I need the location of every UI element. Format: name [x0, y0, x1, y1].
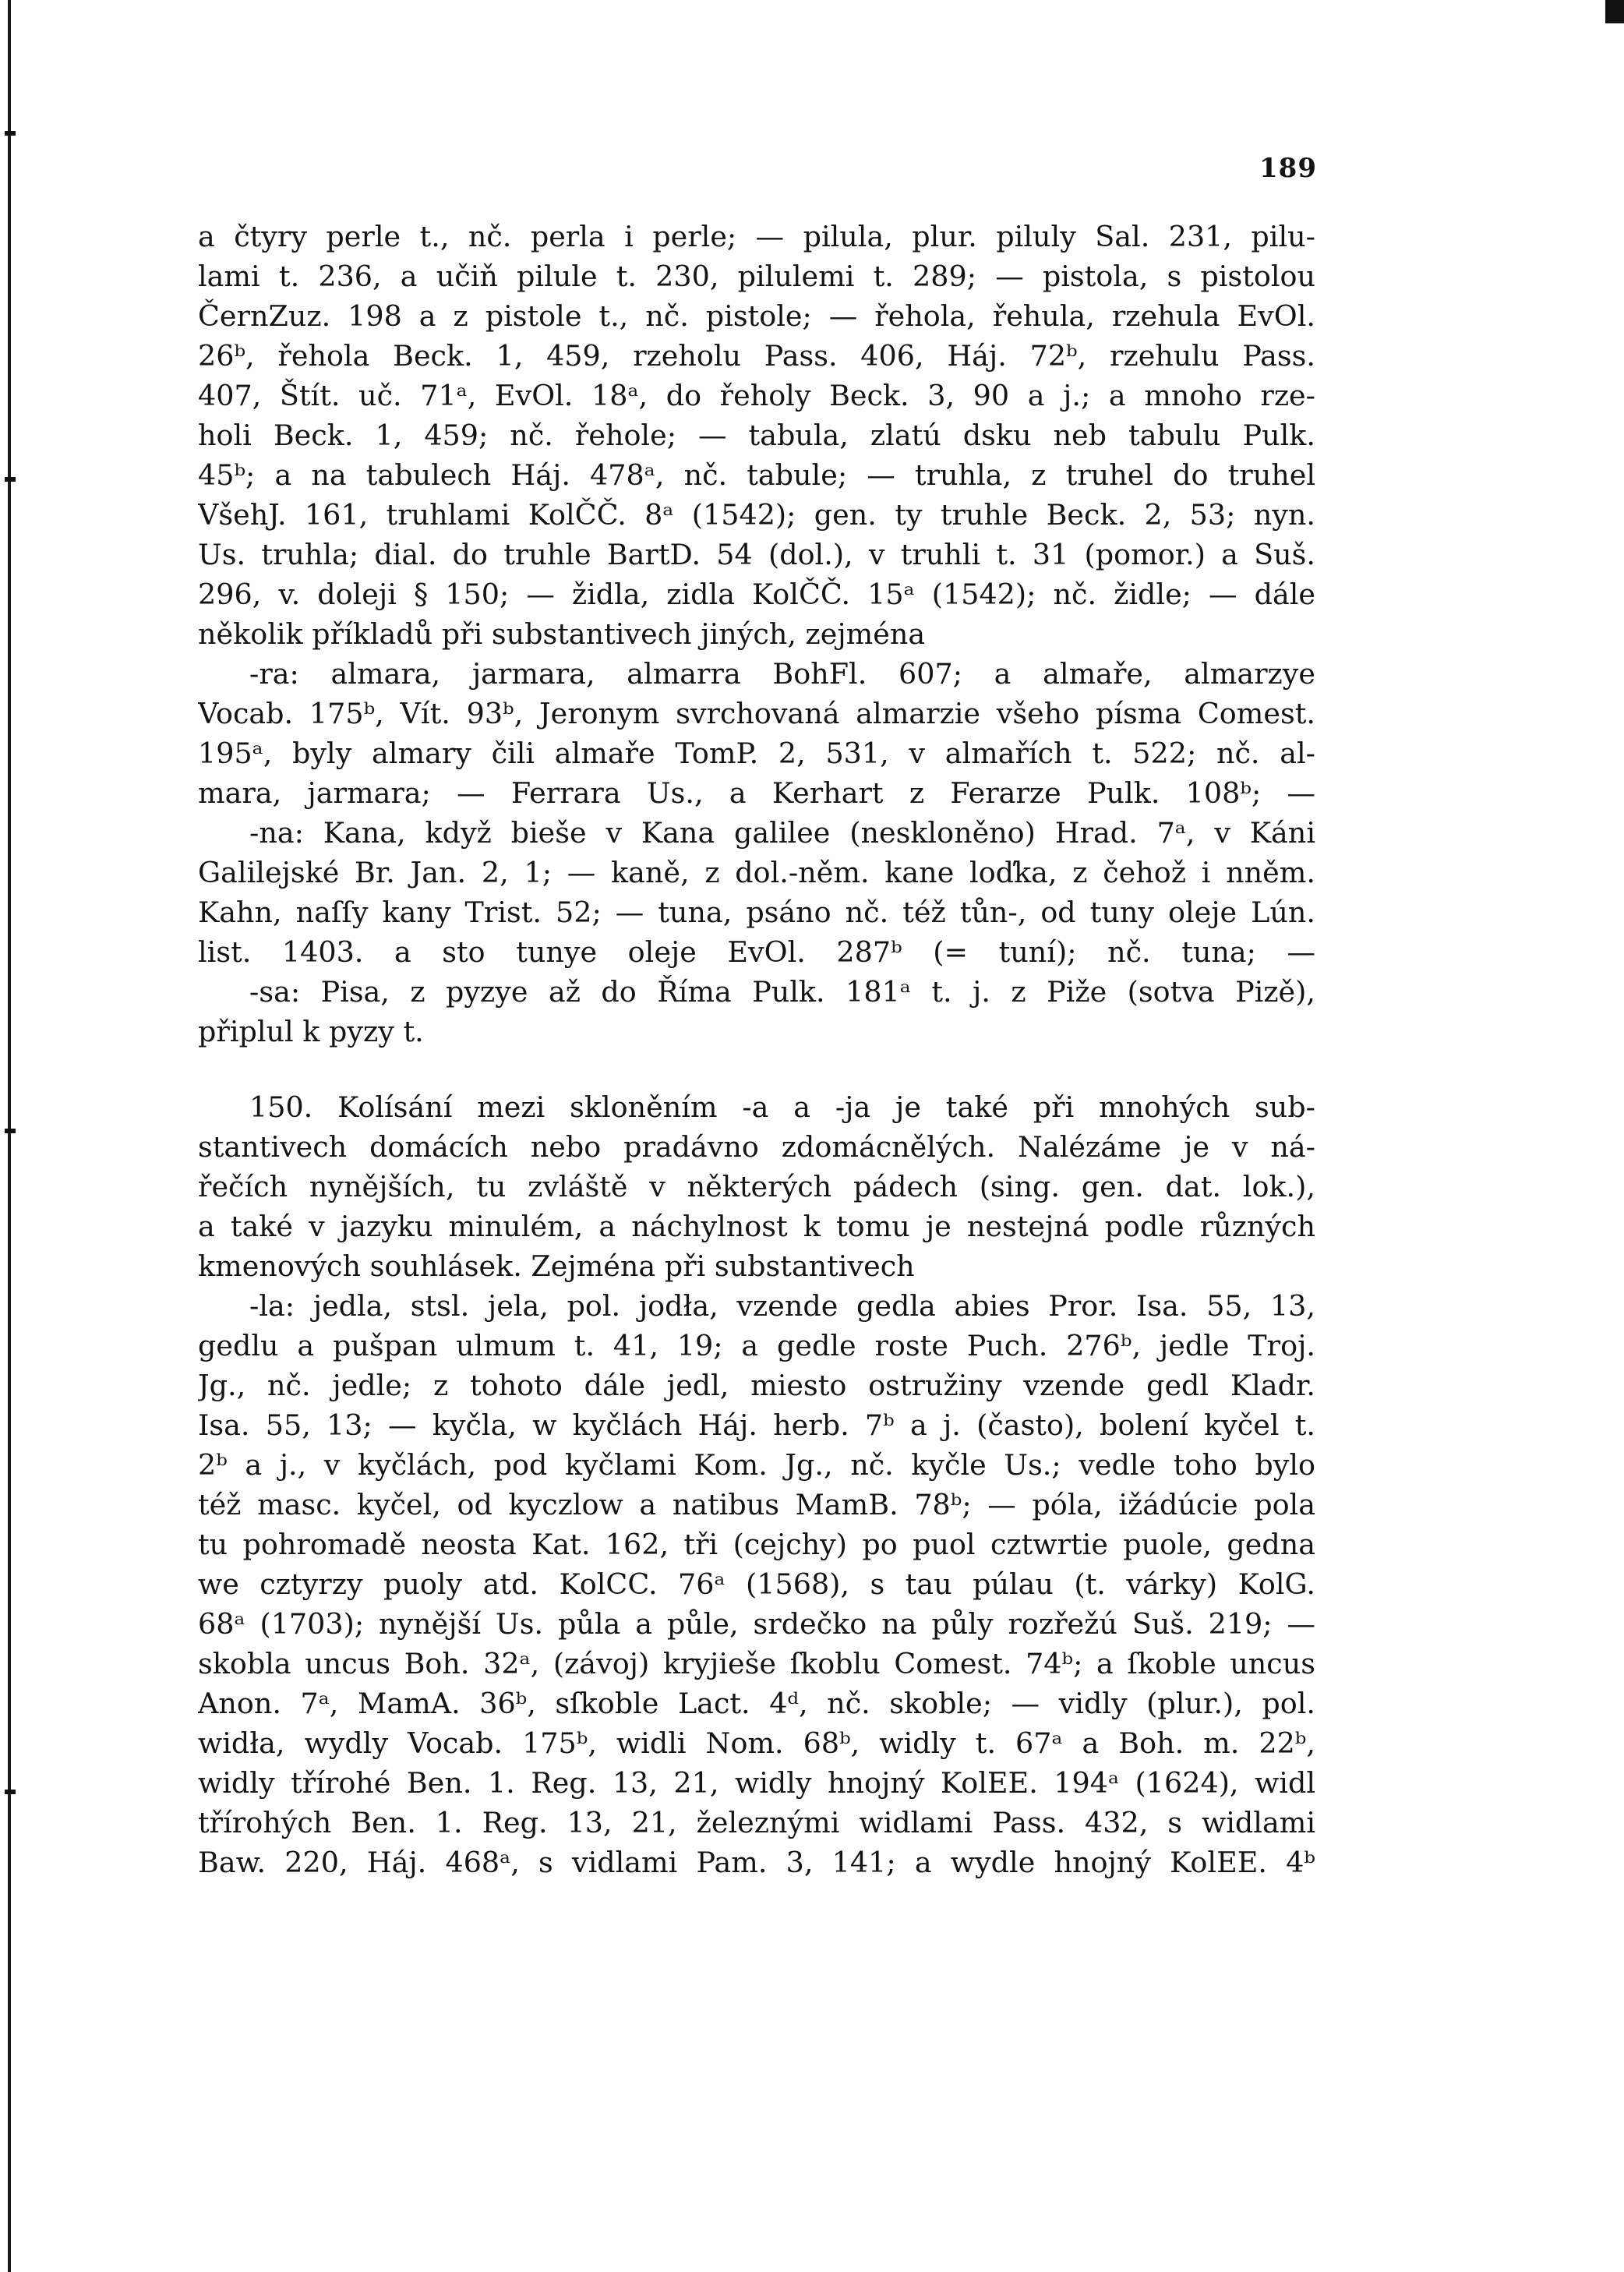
text-line: list. 1403. a sto tunye oleje EvOl. 287ᵇ (= tuní); nč. tuna; —: [198, 935, 1315, 969]
text-line: widly třírohé Ben. 1. Reg. 13, 21, widly hnojný KolEE. 194ᵃ (1624), widl: [198, 1766, 1315, 1800]
paragraph-gap: [198, 1051, 1315, 1087]
scan-edge-mark: [5, 1790, 16, 1794]
text-line: -na: Kana, když bieše v Kana galilee (neskloněno) Hrad. 7ᵃ, v Káni: [249, 816, 1315, 850]
text-line: 68ᵃ (1703); nynější Us. půla a půle, srdečko na půly rozřežú Suš. 219; —: [198, 1607, 1315, 1641]
text-line: Vocab. 175ᵇ, Vít. 93ᵇ, Jeronym svrchovaná almarzie všeho písma Comest.: [198, 697, 1315, 730]
text-line: 150. Kolísání mezi skloněním -a a -ja je také při mnohých sub-: [249, 1090, 1315, 1124]
scan-edge: [0, 0, 20, 2272]
text-line: několik příkladů při substantivech jiných, zejména: [198, 617, 926, 651]
text-line: Anon. 7ᵃ, MamA. 36ᵇ, sſkoble Lact. 4ᵈ, nč. skoble; — vidly (plur.), pol.: [198, 1687, 1315, 1720]
scan-edge-mark: [5, 131, 16, 136]
scan-edge-mark: [5, 477, 16, 482]
scan-edge-mark: [5, 1129, 16, 1133]
text-line: we cztyrzy puoly atd. KolCC. 76ᵃ (1568), s tau púlau (t. várky) KolG.: [198, 1567, 1315, 1601]
text-line: připlul k pyzy t.: [198, 1015, 424, 1048]
text-line: -ra: almara, jarmara, almarra BohFl. 607; a almaře, almarzye: [249, 657, 1315, 691]
text-line: třírohých Ben. 1. Reg. 13, 21, železnými widlami Pass. 432, s widlami: [198, 1806, 1315, 1839]
page-text: [198, 217, 1315, 1882]
text-line: a čtyry perle t., nč. perla i perle; — pilula, plur. piluly Sal. 231, pilu-: [198, 220, 1315, 253]
scan-corner-mark: [1605, 0, 1624, 23]
text-line: -la: jedla, stsl. jela, pol. jodła, vzende gedla abies Pror. Isa. 55, 13,: [249, 1289, 1315, 1323]
text-line: widła, wydly Vocab. 175ᵇ, widli Nom. 68ᵇ, widly t. 67ᵃ a Boh. m. 22ᵇ,: [198, 1726, 1315, 1760]
text-line: Isa. 55, 13; — kyčla, w kyčlách Háj. herb. 7ᵇ a j. (často), bolení kyčel t.: [198, 1408, 1315, 1442]
text-line: Jg., nč. jedle; z tohoto dále jedl, miesto ostružiny vzende gedl Kladr.: [198, 1369, 1315, 1402]
text-line: skobla uncus Boh. 32ᵃ, (závoj) kryjieše ſkoblu Comest. 74ᵇ; a ſkoble uncus: [198, 1647, 1315, 1680]
text-line: též masc. kyčel, od kyczlow a natibus MamB. 78ᵇ; — póla, ižádúcie pola: [198, 1488, 1315, 1521]
text-line: řečích nynějších, tu zvláště v některých pádech (sing. gen. dat. lok.),: [198, 1170, 1315, 1203]
text-line: ČernZuz. 198 a z pistole t., nč. pistole; — řehola, řehula, rzehula EvOl.: [198, 299, 1315, 333]
text-line: Us. truhla; dial. do truhle BartD. 54 (dol.), v truhli t. 31 (pomor.) a Suš.: [198, 538, 1315, 571]
text-line: holi Beck. 1, 459; nč. řehole; — tabula, zlatú dsku neb tabulu Pulk.: [198, 419, 1315, 452]
text-line: stantivech domácích nebo pradávno zdomácnělých. Nalézáme je v ná-: [198, 1130, 1315, 1164]
text-line: VšehJ. 161, truhlami KolČČ. 8ᵃ (1542); gen. ty truhle Beck. 2, 53; nyn.: [198, 498, 1315, 532]
text-line: Kahn, naſſy kany Trist. 52; — tuna, psáno nč. též tůn-, od tuny oleje Lún.: [198, 896, 1315, 929]
text-line: kmenových souhlásek. Zejména při substantivech: [198, 1249, 915, 1283]
text-line: -sa: Pisa, z pyzye až do Říma Pulk. 181ᵃ t. j. z Piže (sotva Pizě),: [249, 975, 1315, 1009]
text-line: a také v jazyku minulém, a náchylnost k tomu je nestejná podle různých: [198, 1210, 1315, 1243]
page-number: 189: [1259, 153, 1317, 184]
text-line: lami t. 236, a učiň pilule t. 230, pilulemi t. 289; — pistola, s pistolou: [198, 260, 1315, 293]
text-line: 296, v. doleji § 150; — židla, zidla KolČČ. 15ᵃ (1542); nč. židle; — dále: [198, 578, 1315, 611]
text-line: Baw. 220, Háj. 468ᵃ, s vidlami Pam. 3, 141; a wydle hnojný KolEE. 4ᵇ: [198, 1846, 1315, 1879]
text-line: 2ᵇ a j., v kyčlách, pod kyčlami Kom. Jg., nč. kyčle Us.; vedle toho bylo: [198, 1448, 1315, 1482]
text-line: gedlu a pušpan ulmum t. 41, 19; a gedle roste Puch. 276ᵇ, jedle Troj.: [198, 1329, 1315, 1362]
text-line: Galilejské Br. Jan. 2, 1; — kaně, z dol.-něm. kane loďka, z čehož i nněm.: [198, 856, 1315, 889]
text-line: 407, Štít. uč. 71ᵃ, EvOl. 18ᵃ, do řeholy Beck. 3, 90 a j.; a mnoho rze-: [198, 379, 1315, 412]
text-line: 45ᵇ; a na tabulech Háj. 478ᵃ, nč. tabule; — truhla, z truhel do truhel: [198, 458, 1315, 492]
text-line: 195ᵃ, byly almary čili almaře TomP. 2, 531, v almařích t. 522; nč. al-: [198, 737, 1315, 770]
text-line: mara, jarmara; — Ferrara Us., a Kerhart z Ferarze Pulk. 108ᵇ; —: [198, 776, 1315, 810]
text-line: 26ᵇ, řehola Beck. 1, 459, rzeholu Pass. 406, Háj. 72ᵇ, rzehulu Pass.: [198, 339, 1315, 373]
text-line: tu pohromadě neosta Kat. 162, tři (cejchy) po puol cztwrtie puole, gedna: [198, 1528, 1315, 1561]
